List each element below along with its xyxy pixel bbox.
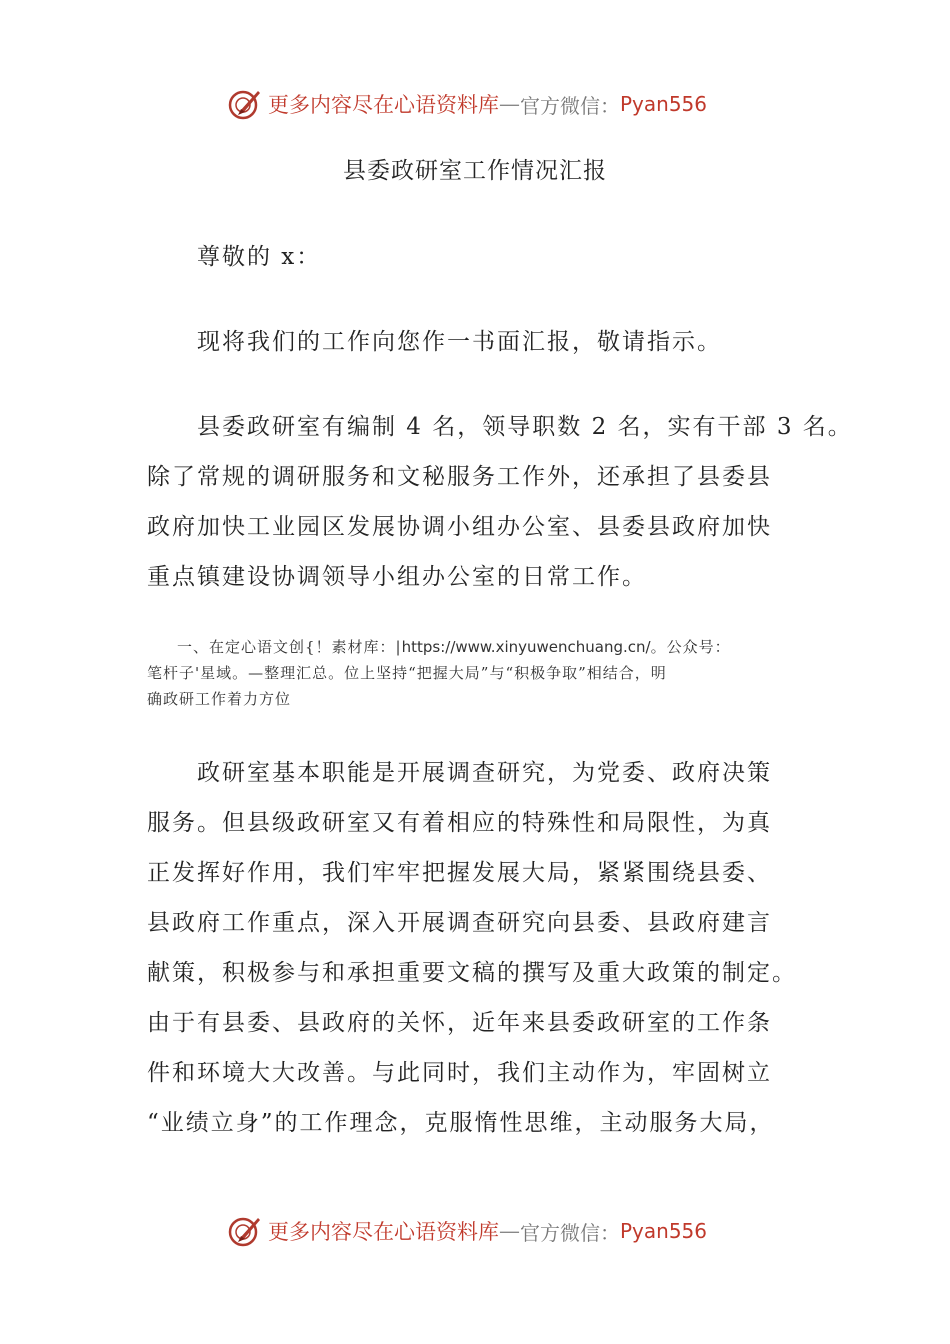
banner-brand-text: 更多内容尽在心语资料库 <box>268 1220 499 1244</box>
banner-brand-text: 更多内容尽在心语资料库 <box>268 93 499 117</box>
intro-paragraph <box>147 317 837 367</box>
paragraph-line: 重点镇建设协调领导小组办公室的日常工作。 <box>147 564 647 590</box>
section-heading-suffix: 。公众号： <box>650 638 731 656</box>
paragraph-line: 正发挥好作用，我们牢牢把握发展大局，紧紧围绕县委、 <box>147 860 772 886</box>
intro-text: 现将我们的工作向您作一书面汇报，敬请指示。 <box>197 329 722 355</box>
paragraph-line: 由于有县委、县政府的关怀，近年来县委政研室的工作条 <box>147 1010 772 1036</box>
banner-wechat-id: Pyan556 <box>620 1219 708 1243</box>
paragraph-line: 县委政研室有编制 4 名，领导职数 2 名，实有干部 3 名。 <box>197 414 853 440</box>
pen-nib-logo-icon <box>228 87 262 121</box>
header-banner <box>228 84 707 124</box>
paragraph-line: 件和环境大大改善。与此同时，我们主动作为，牢固树立 <box>147 1060 772 1086</box>
document-title: 县委政研室工作情况汇报 <box>343 158 607 184</box>
section-heading-line: 确政研工作着力方位 <box>147 690 292 708</box>
section-heading-line <box>147 634 837 660</box>
source-url-link[interactable]: https://www.xinyuwenchuang.cn/ <box>401 638 651 656</box>
duties-paragraph <box>147 748 837 1148</box>
footer-banner <box>228 1211 707 1251</box>
paragraph-line: 政府加快工业园区发展协调小组办公室、县委县政府加快 <box>147 514 772 540</box>
paragraph-line: 服务。但县级政研室又有着相应的特殊性和局限性，为真 <box>147 810 772 836</box>
paragraph-line: 除了常规的调研服务和文秘服务工作外，还承担了县委县 <box>147 464 772 490</box>
banner-wechat-id: Pyan556 <box>620 92 708 116</box>
section-heading <box>147 634 837 712</box>
pen-nib-logo-icon <box>228 1214 262 1248</box>
banner-wechat-label: 官方微信： <box>520 1220 620 1245</box>
section-heading-line: 笔杆子'星域。—整理汇总。位上坚持“把握大局”与“积极争取”相结合，明 <box>147 664 667 682</box>
banner-wechat-label: 官方微信： <box>520 93 620 118</box>
banner-dash: — <box>499 1219 520 1243</box>
paragraph-line: 献策，积极参与和承担重要文稿的撰写及重大政策的制定。 <box>147 960 797 986</box>
paragraph-line: 政研室基本职能是开展调查研究，为党委、政府决策 <box>197 760 772 786</box>
staffing-paragraph <box>147 402 853 602</box>
paragraph-line: “业绩立身”的工作理念，克服惰性思维，主动服务大局， <box>147 1110 775 1136</box>
paragraph-line: 县政府工作重点，深入开展调查研究向县委、县政府建言 <box>147 910 772 936</box>
banner-dash: — <box>499 92 520 116</box>
section-heading-prefix: 一、在定心语文创{！素材库：| <box>177 638 402 656</box>
salutation <box>147 232 837 282</box>
salutation-text: 尊敬的 x： <box>197 244 322 270</box>
